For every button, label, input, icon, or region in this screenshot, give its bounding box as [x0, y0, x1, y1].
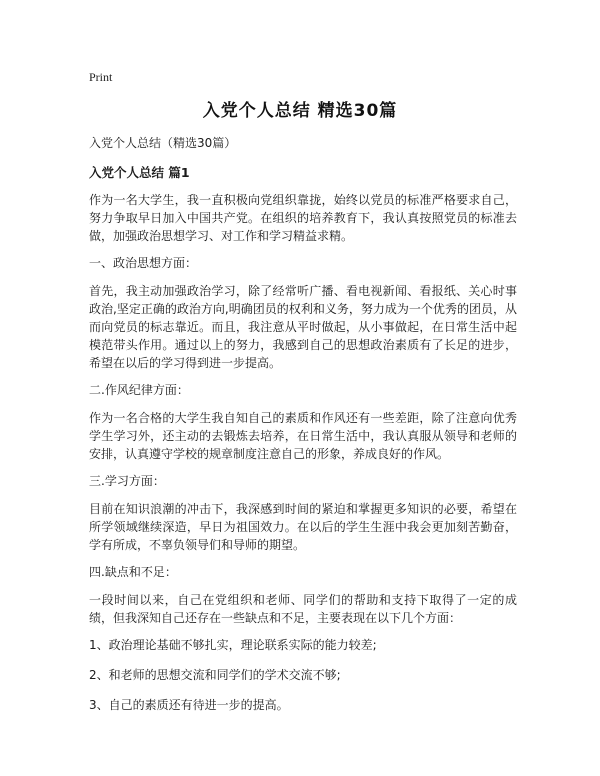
- section-heading-politics: 一、政治思想方面：: [89, 256, 198, 270]
- list-item: 2、和老师的思想交流和同学们的学术交流不够;: [89, 668, 341, 682]
- section-heading-shortcomings: 四.缺点和不足：: [89, 565, 177, 579]
- print-label[interactable]: Print: [89, 70, 113, 84]
- page-title: 入党个人总结 精选30篇: [202, 101, 398, 121]
- section-title: 入党个人总结 篇1: [89, 165, 190, 180]
- list-item: 3、自己的素质还有待进一步的提高。: [89, 698, 289, 712]
- section-text-study: 目前在知识浪潮的冲击下，我深感到时间的紧迫和掌握更多知识的必要，希望在所学领域继续深造，早日为祖国效力。在以后的学生生涯中我会更加刻苦勤奋，学有所成，不辜负领导们和导师的期望。: [89, 502, 517, 552]
- section-text-shortcomings: 一段时间以来，自己在党组织和老师、同学们的帮助和支持下取得了一定的成绩，但我深知自己还存在一些缺点和不足，主要表现在以下几个方面：: [89, 593, 517, 625]
- intro-paragraph: 作为一名大学生，我一直积极向党组织靠拢，始终以党员的标准严格要求自己，努力争取早日加入中国共产党。在组织的培养教育下，我认真按照党员的标准去做，加强政治思想学习、对工作和学习精益求精。: [89, 193, 517, 243]
- section-heading-discipline: 二.作风纪律方面：: [89, 383, 189, 397]
- list-item: 1、政治理论基础不够扎实，理论联系实际的能力较差;: [89, 638, 377, 652]
- section-text-discipline: 作为一名合格的大学生我自知自己的素质和作风还有一些差距，除了注意向优秀学生学习外，还主动的去锻炼去培养，在日常生活中，我认真服从领导和老师的安排，认真遵守学校的规章制度注意自己的形象，养成良好的作风。: [89, 411, 517, 461]
- section-heading-study: 三.学习方面：: [89, 474, 165, 488]
- document-body: [89, 134, 517, 726]
- subtitle: 入党个人总结（精选30篇）: [89, 136, 237, 150]
- section-text-politics: 首先，我主动加强政治学习，除了经常听广播、看电视新闻、看报纸、关心时事政治,坚定正确的政治方向,明确团员的权利和义务，努力成为一个优秀的团员，从而向党员的标志靠近。而且，我注意从平时做起，从小事做起，在日常生活中起模范带头作用。通过以上的努力，我感到自己的思想政治素质有了长足的进步，希望在以后的学习得到进一步提高。: [89, 284, 517, 370]
